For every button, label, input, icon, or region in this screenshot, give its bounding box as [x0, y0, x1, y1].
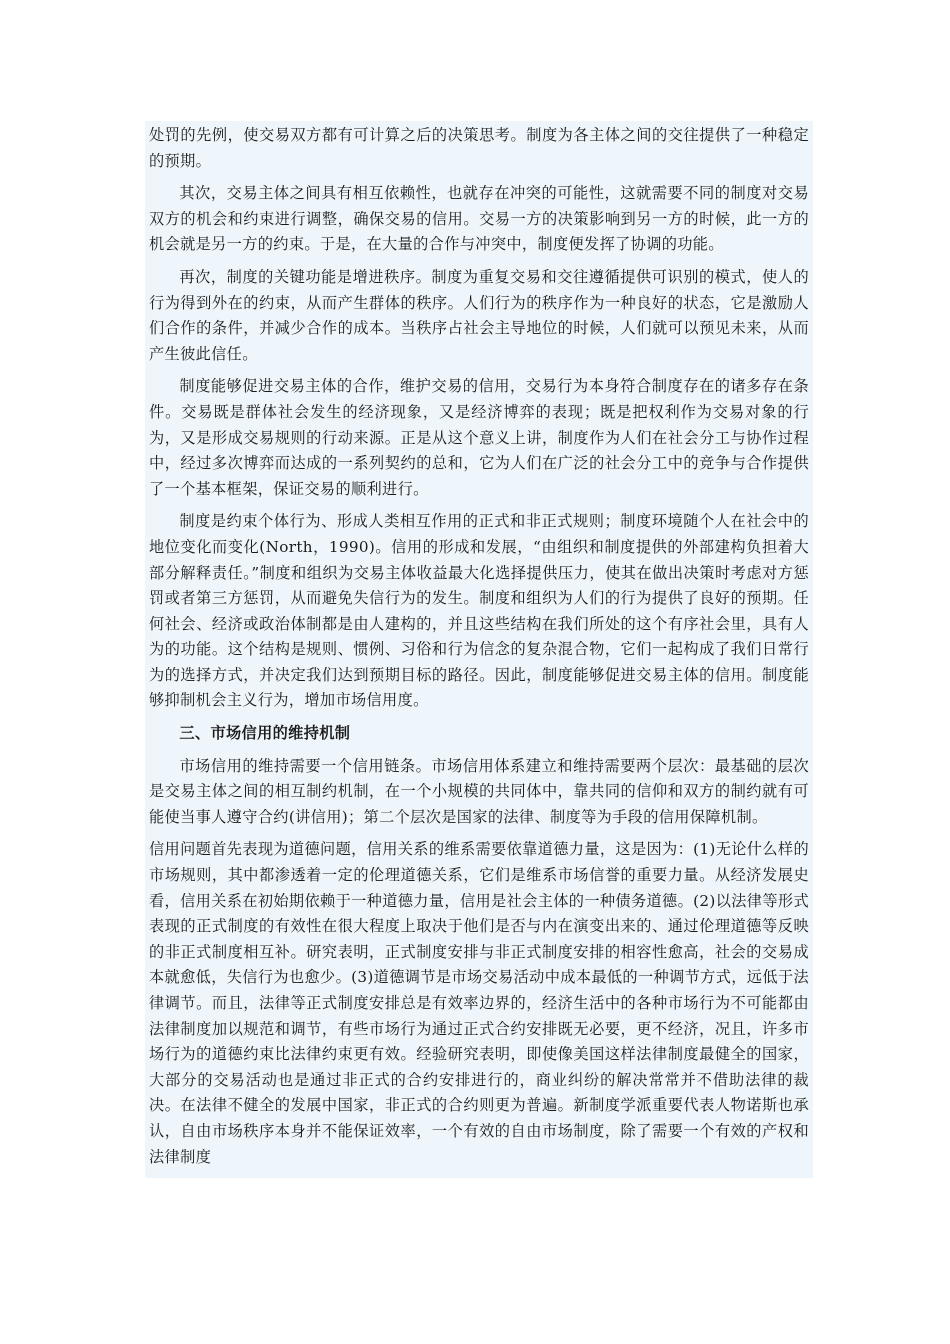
- paragraph-cooperation: 制度能够促进交易主体的合作，维护交易的信用，交易行为本身符合制度存在的诸多存在条件。交易既是群体社会发生的经济现象，又是经济博弈的表现；既是把权利作为交易对象的行为，又是形成交易规则的行动来源。正是从这个意义上讲，制度作为人们在社会分工与协作过程中，经过多次博弈而达成的一系列契约的总和，它为人们在广泛的社会分工中的竞争与合作提供了一个基本框架，保证交易的顺利进行。: [149, 377, 809, 498]
- paragraph-continuation: 处罚的先例，使交易双方都有可计算之后的决策思考。制度为各主体之间的交往提供了一种稳定的预期。: [149, 126, 809, 170]
- paragraph-mutual-dependence: 其次，交易主体之间具有相互依赖性，也就存在冲突的可能性，这就需要不同的制度对交易双方的机会和约束进行调整，确保交易的信用。交易一方的决策影响到另一方的时候，此一方的机会就是另一方的约束。于是，在大量的合作与冲突中，制度便发挥了协调的功能。: [149, 184, 809, 254]
- section-heading: 三、市场信用的维持机制: [179, 724, 351, 743]
- paragraph-credit-chain: 市场信用的维持需要一个信用链条。市场信用体系建立和维持需要两个层次：最基础的层次是交易主体之间的相互制约机制，在一个小规模的共同体中，靠共同的信仰和双方的制约就有可能使当事人遵守合约(讲信用)；第二个层次是国家的法律、制度等为手段的信用保障机制。: [149, 756, 809, 826]
- paragraph-institution-definition: 制度是约束个体行为、形成人类相互作用的正式和非正式规则；制度环境随个人在社会中的地位变化而变化(North，1990)。信用的形成和发展，“由组织和制度提供的外部建构负担着大部分解释责任。”制度和组织为交易主体收益最大化选择提供压力，使其在做出决策时考虑对方惩罚或者第三方惩罚，从而避免失信行为的发生。制度和组织为人们的行为提供了良好的预期。任何社会、经济或政治体制都是由人建构的，并且这些结构在我们所处的这个有序社会里，具有人为的功能。这个结构是规则、惯例、习俗和行为信念的复杂混合物，它们一起构成了我们日常行为的选择方式，并决定我们达到预期目标的路径。因此，制度能够促进交易主体的信用。制度能够抑制机会主义行为，增加市场信用度。: [149, 512, 809, 710]
- paragraph-order-function: 再次，制度的关键功能是增进秩序。制度为重复交易和交往遵循提供可识别的模式，使人的行为得到外在的约束，从而产生群体的秩序。人们行为的秩序作为一种良好的状态，它是激励人们合作的条件，并减少合作的成本。当秩序占社会主导地位的时候，人们就可以预见未来，从而产生彼此信任。: [149, 267, 809, 363]
- text-block: [145, 121, 813, 1178]
- paragraph-moral-issue: 信用问题首先表现为道德问题，信用关系的维系需要依靠道德力量，这是因为：(1)无论什么样的市场规则，其中都渗透着一定的伦理道德关系，它们是维系市场信誉的重要力量。从经济发展史看，信用关系在初始期依赖于一种道德力量，信用是社会主体的一种债务道德。(2)以法律等形式表现的正式制度的有效性在很大程度上取决于他们是否与内在演变出来的、通过伦理道德等反映的非正式制度相互补。研究表明，正式制度安排与非正式制度安排的相容性愈高，社会的交易成本就愈低，失信行为也愈少。(3)道德调节是市场交易活动中成本最低的一种调节方式，远低于法律调节。而且，法律等正式制度安排总是有效率边界的，经济生活中的各种市场行为不可能都由法律制度加以规范和调节，有些市场行为通过正式合约安排既无必要，更不经济，况且，许多市场行为的道德约束比法律约束更有效。经验研究表明，即使像美国这样法律制度最健全的国家，大部分的交易活动也是通过非正式的合约安排进行的，商业纠纷的解决常常并不借助法律的裁决。在法律不健全的发展中国家，非正式的合约则更为普遍。新制度学派重要代表人物诺斯也承认，自由市场秩序本身并不能保证效率，一个有效的自由市场制度，除了需要一个有效的产权和法律制度: [149, 840, 809, 1166]
